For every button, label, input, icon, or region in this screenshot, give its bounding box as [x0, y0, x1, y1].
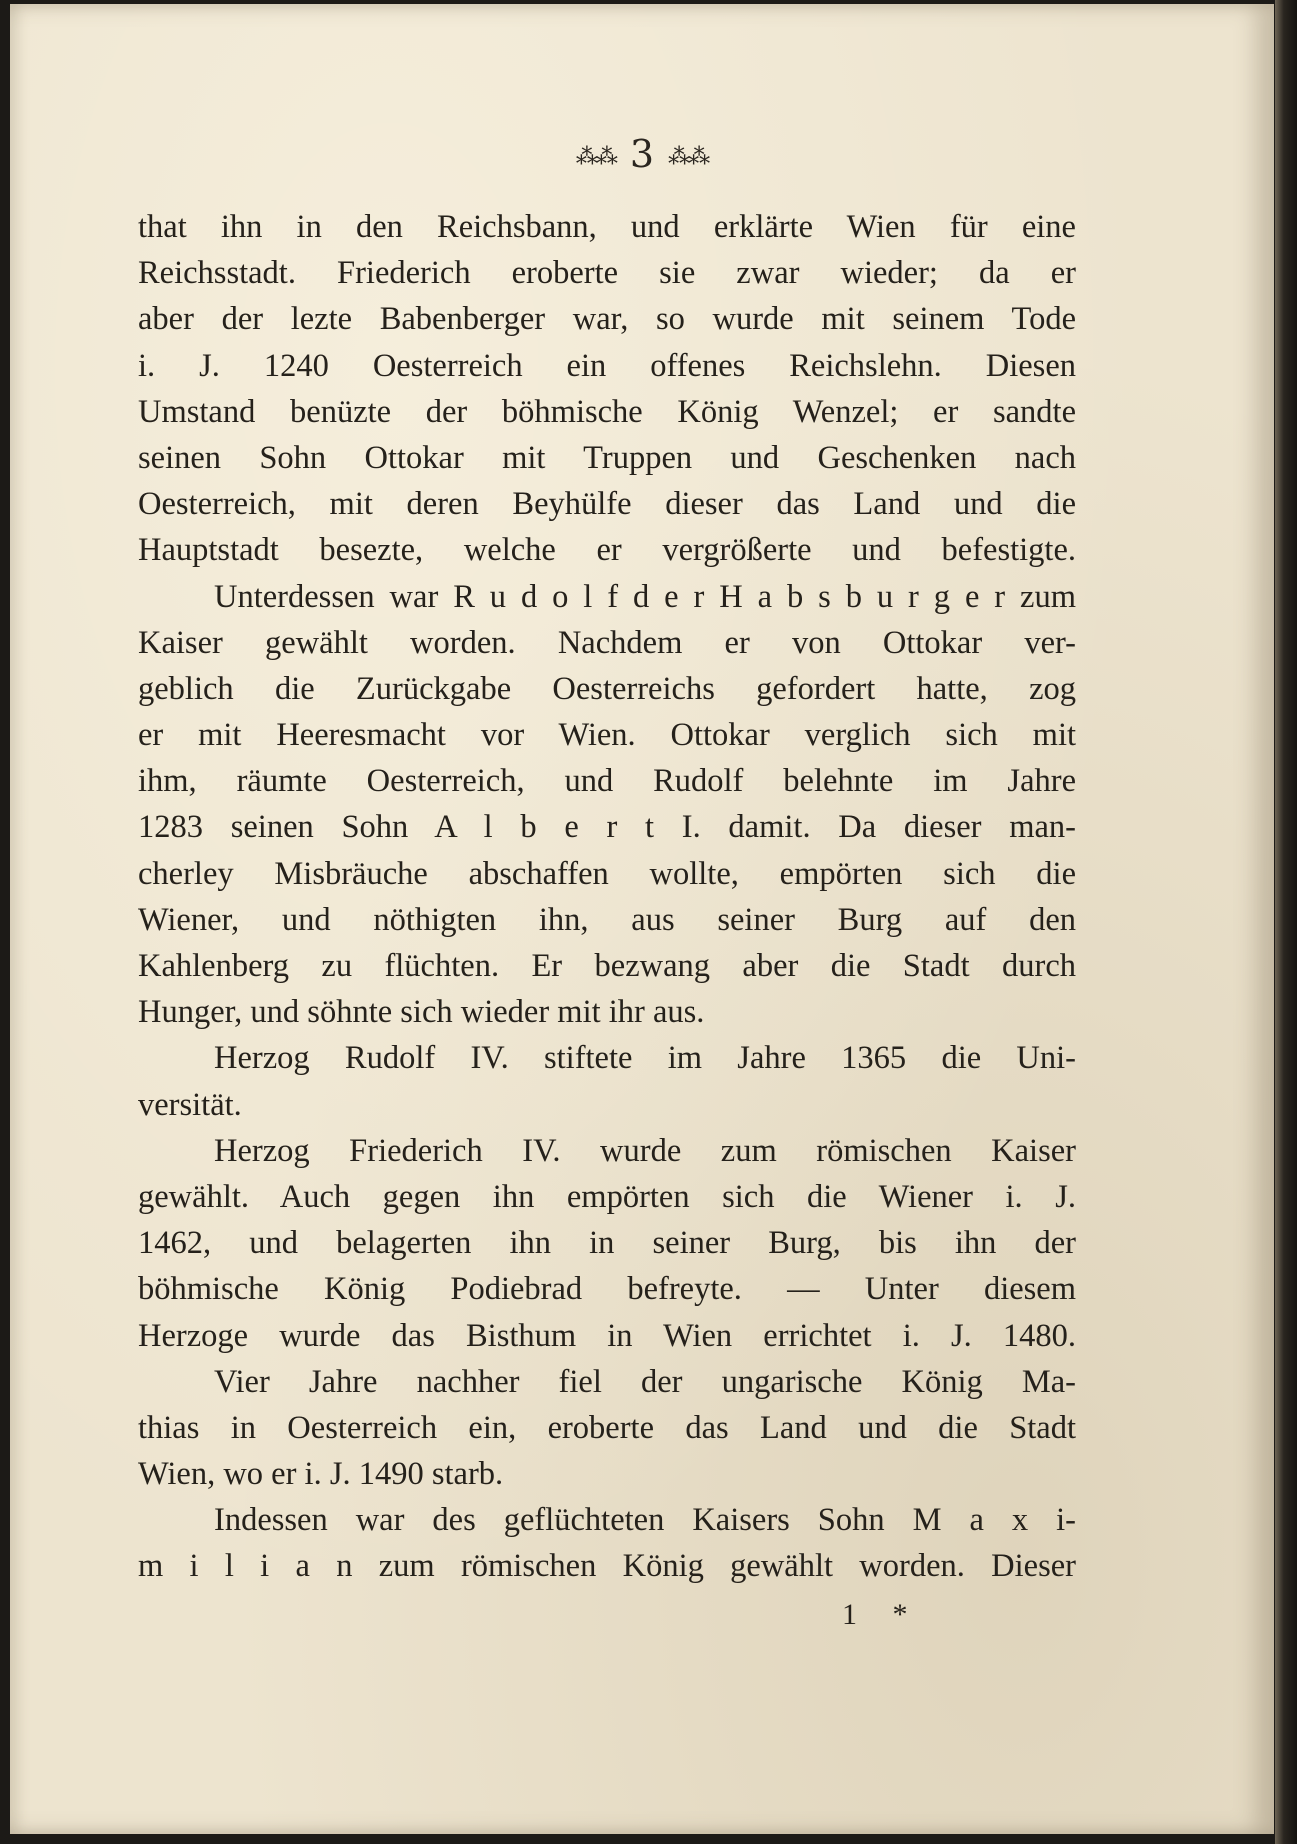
text-line: Unterdessen war R u d o l f d e r H a b s b u r g e r zum	[214, 578, 1076, 615]
text-line: er mit Heeresmacht vor Wien. Ottokar verglich sich mit	[138, 717, 1076, 754]
ornament-left: ⁂⁂	[575, 144, 616, 170]
text-line: Herzog Rudolf IV. stiftete im Jahre 1365 die Uni-	[214, 1040, 1076, 1077]
text-line: that ihn in den Reichsbann, und erklärte Wien für eine	[138, 209, 1076, 245]
page-number: 3	[629, 132, 655, 176]
body-text	[138, 204, 1076, 1590]
book-page	[10, 4, 1274, 1834]
text-line: versität.	[138, 1086, 242, 1123]
text-line: seinen Sohn Ottokar mit Truppen und Geschenken nach	[138, 439, 1076, 476]
text-line: Kahlenberg zu flüchten. Er bezwang aber die Stadt durch	[138, 948, 1076, 984]
text-line: 1462, und belagerten ihn in seiner Burg, bis ihn der	[138, 1225, 1076, 1262]
text-line: Wiener, und nöthigten ihn, aus seiner Burg auf den	[138, 901, 1076, 938]
text-line: Kaiser gewählt worden. Nachdem er von Ottokar ver-	[138, 624, 1076, 661]
text-line: aber der lezte Babenberger war, so wurde mit seinem Tode	[138, 301, 1076, 338]
text-line: Herzog Friederich IV. wurde zum römischen Kaiser	[214, 1132, 1076, 1169]
text-line: Wien, wo er i. J. 1490 starb.	[138, 1456, 504, 1493]
text-line: Oesterreich, mit deren Beyhülfe dieser das Land und die	[138, 486, 1076, 523]
text-line: Reichsstadt. Friederich eroberte sie zwar wieder; da er	[138, 255, 1076, 292]
page-header	[10, 132, 1274, 180]
text-line: Hauptstadt besezte, welche er vergrößerte und befestigte.	[138, 532, 1076, 569]
text-line: Herzoge wurde das Bisthum in Wien errichtet i. J. 1480.	[138, 1317, 1076, 1354]
text-line: Vier Jahre nachher fiel der ungarische König Ma-	[214, 1363, 1076, 1400]
text-line: gewählt. Auch gegen ihn empörten sich die Wiener i. J.	[138, 1178, 1076, 1215]
text-line: ihm, räumte Oesterreich, und Rudolf belehnte im Jahre	[138, 763, 1076, 800]
text-line: geblich die Zurückgabe Oesterreichs gefordert hatte, zog	[138, 670, 1076, 707]
text-line: thias in Oesterreich ein, eroberte das Land und die Stadt	[138, 1409, 1076, 1446]
text-line: böhmische König Podiebrad befreyte. — Unter diesem	[138, 1271, 1076, 1308]
ornament-right: ⁂⁂	[668, 144, 709, 170]
text-line: i. J. 1240 Oesterreich ein offenes Reichslehn. Diesen	[138, 347, 1076, 384]
text-line: Indessen war des geflüchteten Kaisers Sohn M a x i-	[214, 1502, 1076, 1539]
text-line: m i l i a n zum römischen König gewählt worden. Dieser	[138, 1548, 1076, 1585]
text-line: Hunger, und söhnte sich wieder mit ihr aus.	[138, 994, 705, 1031]
text-line: 1283 seinen Sohn A l b e r t I. damit. Da dieser man-	[138, 809, 1076, 846]
book-edge	[1275, 0, 1297, 1844]
text-line: Umstand benüzte der böhmische König Wenzel; er sandte	[138, 393, 1076, 430]
text-line: cherley Misbräuche abschaffen wollte, empörten sich die	[138, 855, 1076, 892]
signature-mark: 1 *	[842, 1598, 922, 1631]
